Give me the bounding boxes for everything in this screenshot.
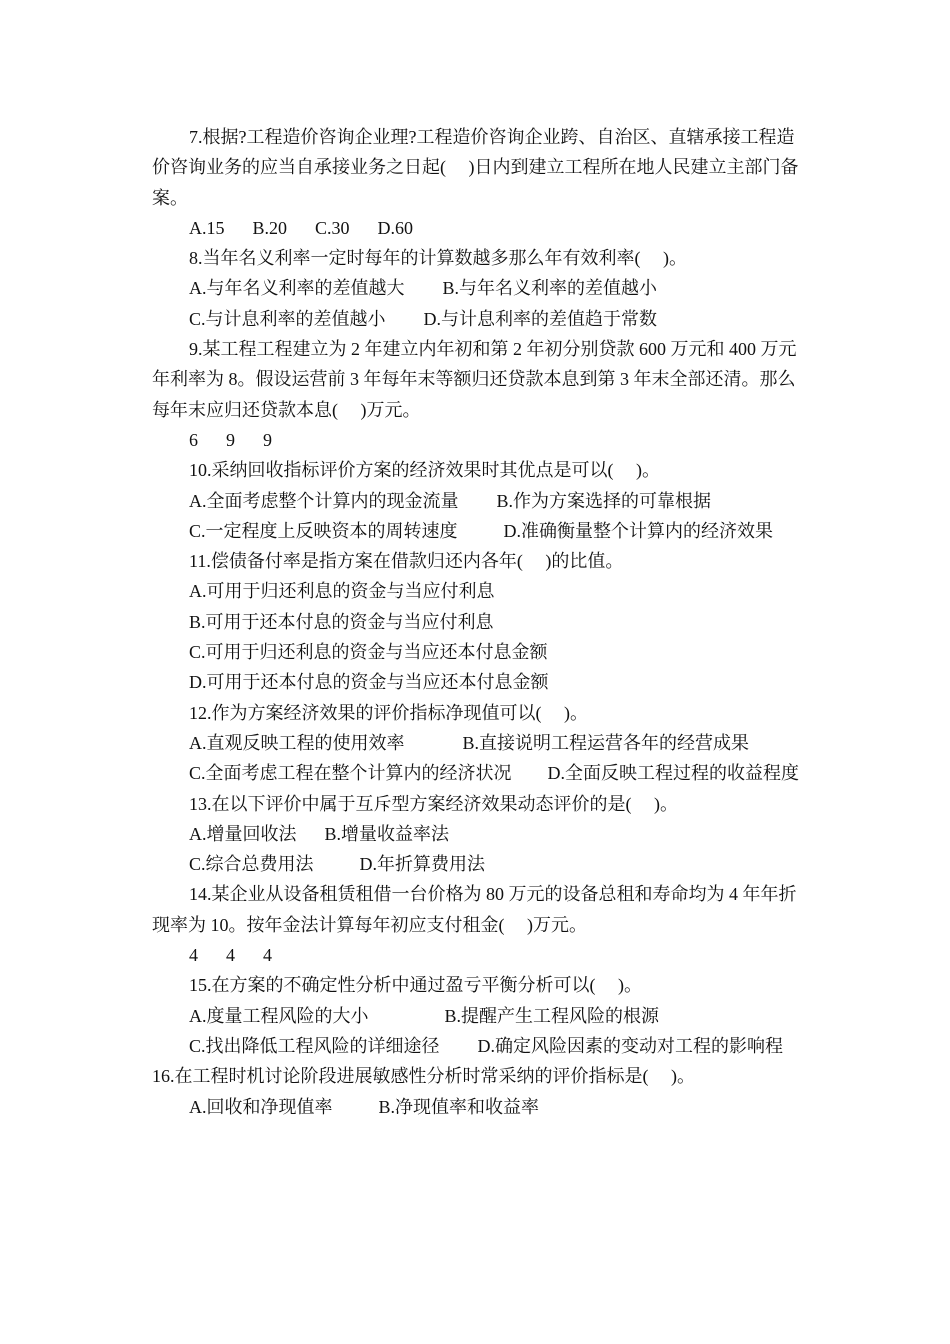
question-8-options-row-2 (152, 304, 807, 334)
question-14-stem: 14.某企业从设备租赁租借一台价格为 80 万元的设备总租和寿命均为 4 年年折现率为 10。按年金法计算每年初应支付租金( )万元。 (152, 884, 797, 935)
option: B.增量收益率法 (324, 823, 450, 844)
option: D.准确衡量整个计算内的经济效果 (503, 520, 774, 541)
question-15-stem: 15.在方案的不确定性分析中通过盈亏平衡分析可以( )。 (189, 975, 642, 996)
option: D.60 (377, 217, 414, 238)
question-8-stem: 8.当年名义利率一定时每年的计算数越多那么年有效利率( )。 (189, 248, 687, 269)
option: C.一定程度上反映资本的周转速度 (189, 520, 458, 541)
option: 4 (226, 945, 235, 966)
option: 4 (263, 945, 272, 966)
option: A.15 (189, 217, 225, 238)
option: D.年折算费用法 (359, 854, 486, 875)
option: 9 (263, 429, 272, 450)
option: C.可用于归还利息的资金与当应还本付息金额 (189, 642, 548, 663)
question-15-options-row-2 (152, 1031, 807, 1061)
option: C.30 (315, 217, 350, 238)
option: C.与计息利率的差值越小 (189, 308, 386, 329)
question-13-stem: 13.在以下评价中属于互斥型方案经济效果动态评价的是( )。 (189, 793, 678, 814)
question-10-options-row-2 (152, 516, 807, 546)
question-13-options-row-1 (152, 819, 807, 849)
question-12-options-row-2 (152, 758, 807, 788)
option: 6 (189, 429, 198, 450)
question-10-stem: 10.采纳回收指标评价方案的经济效果时其优点是可以( )。 (189, 460, 660, 481)
option: D.确定风险因素的变动对工程的影响程 (477, 1035, 784, 1056)
option: B.与年名义利率的差值越小 (442, 278, 658, 299)
option: C.综合总费用法 (189, 854, 314, 875)
option: D.与计息利率的差值趋于常数 (423, 308, 658, 329)
option: A.直观反映工程的使用效率 (189, 732, 405, 753)
question-9-options (152, 425, 807, 455)
question-14-options (152, 940, 807, 970)
option: C.找出降低工程风险的详细途径 (189, 1035, 440, 1056)
question-12-stem: 12.作为方案经济效果的评价指标净现值可以( )。 (189, 702, 588, 723)
option: B.提醒产生工程风险的根源 (444, 1005, 660, 1026)
question-9-stem: 9.某工程工程建立为 2 年建立内年初和第 2 年初分别贷款 600 万元和 400 万元年利率为 8。假设运营前 3 年每年末等额归还贷款本息到第 3 年末全部还清。那么每年末应归还贷款本息( )万元。 (152, 339, 797, 420)
option: A.度量工程风险的大小 (189, 1005, 369, 1026)
option: B.作为方案选择的可靠根据 (496, 490, 712, 511)
option: B.20 (252, 217, 288, 238)
question-16-stem: 16.在工程时机讨论阶段进展敏感性分析时常采纳的评价指标是( )。 (152, 1066, 695, 1087)
question-7-stem: 7.根据?工程造价咨询企业理?工程造价咨询企业跨、自治区、直辖承接工程造价咨询业务的应当自承接业务之日起( )日内到建立工程所在地人民建立主部门备案。 (152, 127, 799, 208)
option: B.净现值率和收益率 (378, 1096, 540, 1117)
document-body (152, 122, 807, 1122)
option: B.可用于还本付息的资金与当应付利息 (189, 611, 494, 632)
option: D.全面反映工程过程的收益程度 (547, 763, 800, 784)
option: A.可用于归还利息的资金与当应付利息 (189, 581, 495, 602)
option: 4 (189, 945, 198, 966)
question-13-options-row-2 (152, 849, 807, 879)
option: D.可用于还本付息的资金与当应还本付息金额 (189, 672, 549, 693)
option: A.与年名义利率的差值越大 (189, 278, 405, 299)
question-11-stem: 11.偿债备付率是指方案在借款归还内各年( )的比值。 (189, 551, 624, 572)
option: 9 (226, 429, 235, 450)
question-12-options-row-1 (152, 728, 807, 758)
option: A.回收和净现值率 (189, 1096, 333, 1117)
option: B.直接说明工程运营各年的经营成果 (462, 732, 750, 753)
question-15-options-row-1 (152, 1001, 807, 1031)
option: C.全面考虑工程在整个计算内的经济状况 (189, 763, 512, 784)
question-10-options-row-1 (152, 486, 807, 516)
question-16-options (152, 1092, 807, 1122)
question-8-options-row-1 (152, 273, 807, 303)
question-7-options (152, 213, 807, 243)
option: A.增量回收法 (189, 823, 297, 844)
option: A.全面考虑整个计算内的现金流量 (189, 490, 459, 511)
